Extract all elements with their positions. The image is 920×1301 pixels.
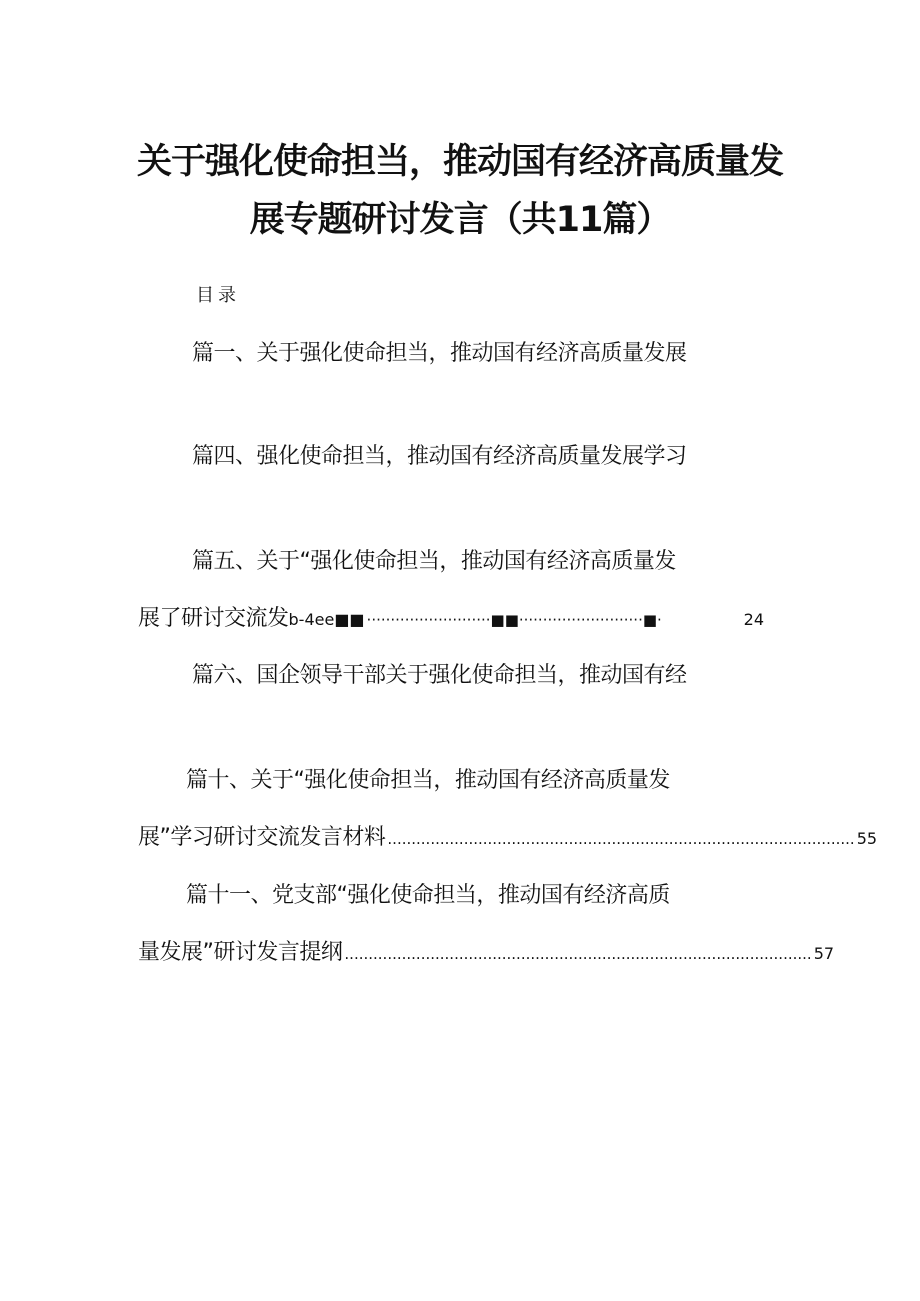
toc-entry-6-text: 量发展”研讨发言提纲 xyxy=(138,940,343,965)
toc-entry-6-page-number: 57 xyxy=(813,944,835,963)
document-title-line-1: 关于强化使命担当，推动国有经济高质量发 xyxy=(136,142,783,182)
toc-entry-6-continuation[interactable] xyxy=(138,939,835,968)
toc-entry-3[interactable]: 篇五、关于“强化使命担当，推动国有经济高质量发 xyxy=(192,549,676,574)
toc-entry-5-text: 展”学习研讨交流发言材料 xyxy=(138,825,386,850)
toc-entry-3-leader: ··························■■··························■· xyxy=(366,611,662,629)
document-title-line-2: 展专题研讨发言（共11篇） xyxy=(249,200,671,240)
toc-entry-3-page-number: 24 xyxy=(743,610,764,629)
toc-heading: 目录 xyxy=(196,285,240,306)
toc-entry-5-page-number: 55 xyxy=(856,829,878,848)
toc-entry-3-continuation[interactable] xyxy=(138,605,764,634)
toc-entry-2[interactable]: 篇四、强化使命担当，推动国有经济高质量发展学习 xyxy=(192,444,687,469)
toc-entry-4[interactable]: 篇六、国企领导干部关于强化使命担当，推动国有经 xyxy=(192,663,687,688)
toc-entry-3-text: 展了研讨交流发b-4ee■■ xyxy=(138,606,365,631)
toc-entry-6[interactable]: 篇十一、党支部“强化使命担当，推动国有经济高质 xyxy=(186,883,670,908)
toc-entry-5-continuation[interactable] xyxy=(138,824,878,853)
toc-entry-5[interactable]: 篇十、关于“强化使命担当，推动国有经济高质量发 xyxy=(186,768,670,793)
toc-entry-5-leader: .................................................................................................. xyxy=(387,830,855,848)
toc-entry-1[interactable]: 篇一、关于强化使命担当，推动国有经济高质量发展 xyxy=(192,341,687,366)
toc-entry-6-leader: .................................................................................................. xyxy=(344,945,812,963)
toc-entry-3-garbled-text: b-4ee■■ xyxy=(288,610,365,629)
